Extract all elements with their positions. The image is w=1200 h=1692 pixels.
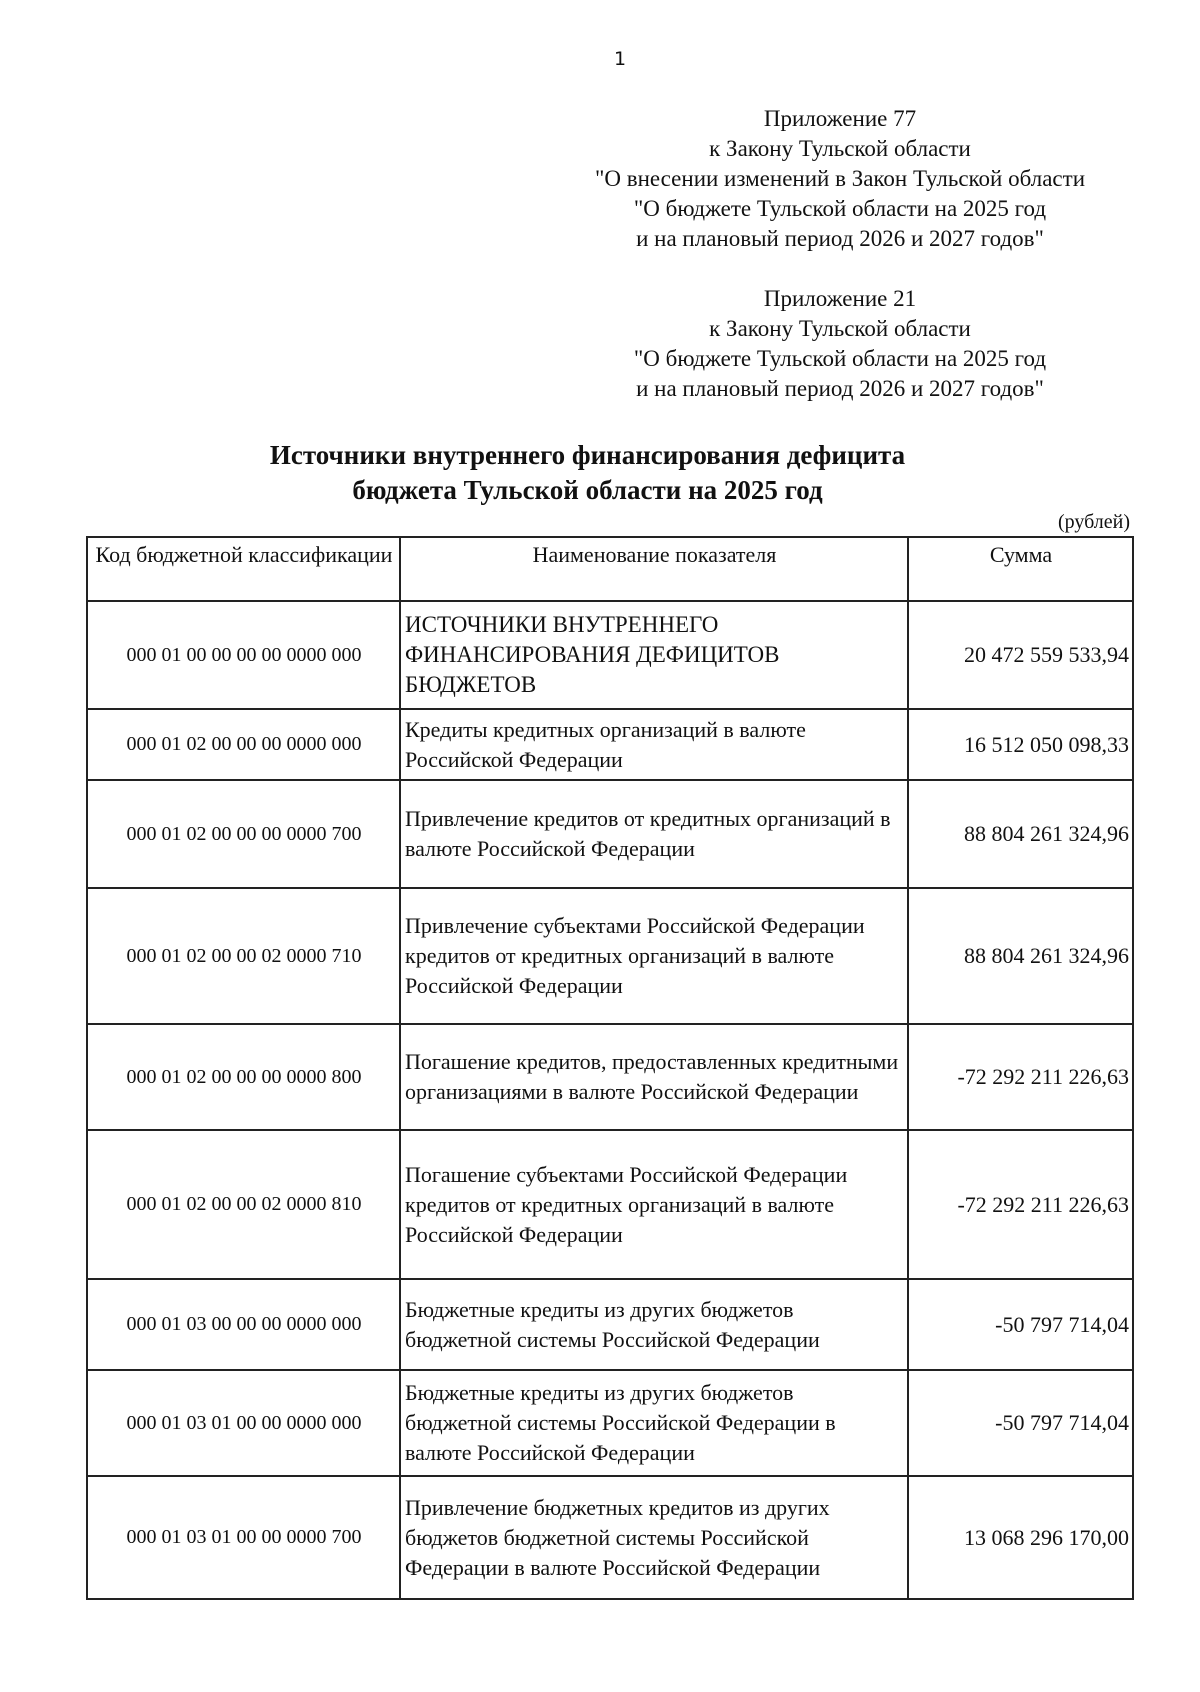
appendix-77-header xyxy=(560,104,1120,254)
appendix-line: и на плановый период 2026 и 2027 годов" xyxy=(636,226,1044,251)
row-name: Бюджетные кредиты из других бюджетов бюджетной системы Российской Федерации xyxy=(400,1279,908,1370)
header-code: Код бюджетной классификации xyxy=(87,537,400,601)
table-row xyxy=(87,709,1133,780)
appendix-line: "О бюджете Тульской области на 2025 год xyxy=(633,196,1047,221)
row-name: Бюджетные кредиты из других бюджетов бюджетной системы Российской Федерации в валюте Российской Федерации xyxy=(400,1370,908,1476)
row-sum: 13 068 296 170,00 xyxy=(908,1476,1133,1599)
header-sum: Сумма xyxy=(908,537,1133,601)
table-header-row xyxy=(87,537,1133,601)
page-number: 1 xyxy=(613,48,627,70)
units-label: (рублей) xyxy=(1057,511,1130,533)
row-name: Погашение кредитов, предоставленных кредитными организациями в валюте Российской Федерации xyxy=(400,1024,908,1130)
row-code: 000 01 00 00 00 00 0000 000 xyxy=(87,601,400,709)
table-row xyxy=(87,1024,1133,1130)
header-name: Наименование показателя xyxy=(400,537,908,601)
row-name: Привлечение бюджетных кредитов из других бюджетов бюджетной системы Российской Федерации в валюте Российской Федерации xyxy=(400,1476,908,1599)
row-code: 000 01 02 00 00 00 0000 700 xyxy=(87,780,400,888)
table-row xyxy=(87,780,1133,888)
appendix-line: "О бюджете Тульской области на 2025 год xyxy=(633,346,1047,371)
row-code: 000 01 03 01 00 00 0000 000 xyxy=(87,1370,400,1476)
row-name: Погашение субъектами Российской Федерации кредитов от кредитных организаций в валюте Российской Федерации xyxy=(400,1130,908,1279)
row-code: 000 01 02 00 00 00 0000 000 xyxy=(87,709,400,780)
table-row xyxy=(87,1279,1133,1370)
row-name: Привлечение кредитов от кредитных организаций в валюте Российской Федерации xyxy=(400,780,908,888)
title-line-2: бюджета Тульской области на 2025 год xyxy=(352,475,823,505)
appendix-line: и на плановый период 2026 и 2027 годов" xyxy=(636,376,1044,401)
row-sum: -72 292 211 226,63 xyxy=(908,1130,1133,1279)
row-code: 000 01 02 00 00 02 0000 810 xyxy=(87,1130,400,1279)
appendix-line: к Закону Тульской области xyxy=(709,136,971,161)
title-line-1: Источники внутреннего финансирования дефицита xyxy=(269,440,906,470)
table-row xyxy=(87,601,1133,709)
table-row xyxy=(87,888,1133,1024)
row-name: ИСТОЧНИКИ ВНУТРЕННЕГО ФИНАНСИРОВАНИЯ ДЕФИЦИТОВ БЮДЖЕТОВ xyxy=(400,601,908,709)
row-sum: -72 292 211 226,63 xyxy=(908,1024,1133,1130)
table-row xyxy=(87,1476,1133,1599)
document-title xyxy=(220,438,955,508)
row-code: 000 01 02 00 00 02 0000 710 xyxy=(87,888,400,1024)
row-code: 000 01 03 01 00 00 0000 700 xyxy=(87,1476,400,1599)
table-row xyxy=(87,1370,1133,1476)
row-name: Привлечение субъектами Российской Федерации кредитов от кредитных организаций в валюте Российской Федерации xyxy=(400,888,908,1024)
row-code: 000 01 02 00 00 00 0000 800 xyxy=(87,1024,400,1130)
row-sum: 20 472 559 533,94 xyxy=(908,601,1133,709)
appendix-line: Приложение 21 xyxy=(763,286,917,311)
appendix-line: "О внесении изменений в Закон Тульской области xyxy=(594,166,1086,191)
row-sum: 88 804 261 324,96 xyxy=(908,780,1133,888)
row-code: 000 01 03 00 00 00 0000 000 xyxy=(87,1279,400,1370)
table-row xyxy=(87,1130,1133,1279)
row-sum: 88 804 261 324,96 xyxy=(908,888,1133,1024)
appendix-21-header xyxy=(560,284,1120,404)
row-sum: -50 797 714,04 xyxy=(908,1370,1133,1476)
financing-sources-table xyxy=(86,536,1134,1600)
appendix-line: Приложение 77 xyxy=(763,106,917,131)
row-sum: 16 512 050 098,33 xyxy=(908,709,1133,780)
row-sum: -50 797 714,04 xyxy=(908,1279,1133,1370)
row-name: Кредиты кредитных организаций в валюте Российской Федерации xyxy=(400,709,908,780)
appendix-line: к Закону Тульской области xyxy=(709,316,971,341)
